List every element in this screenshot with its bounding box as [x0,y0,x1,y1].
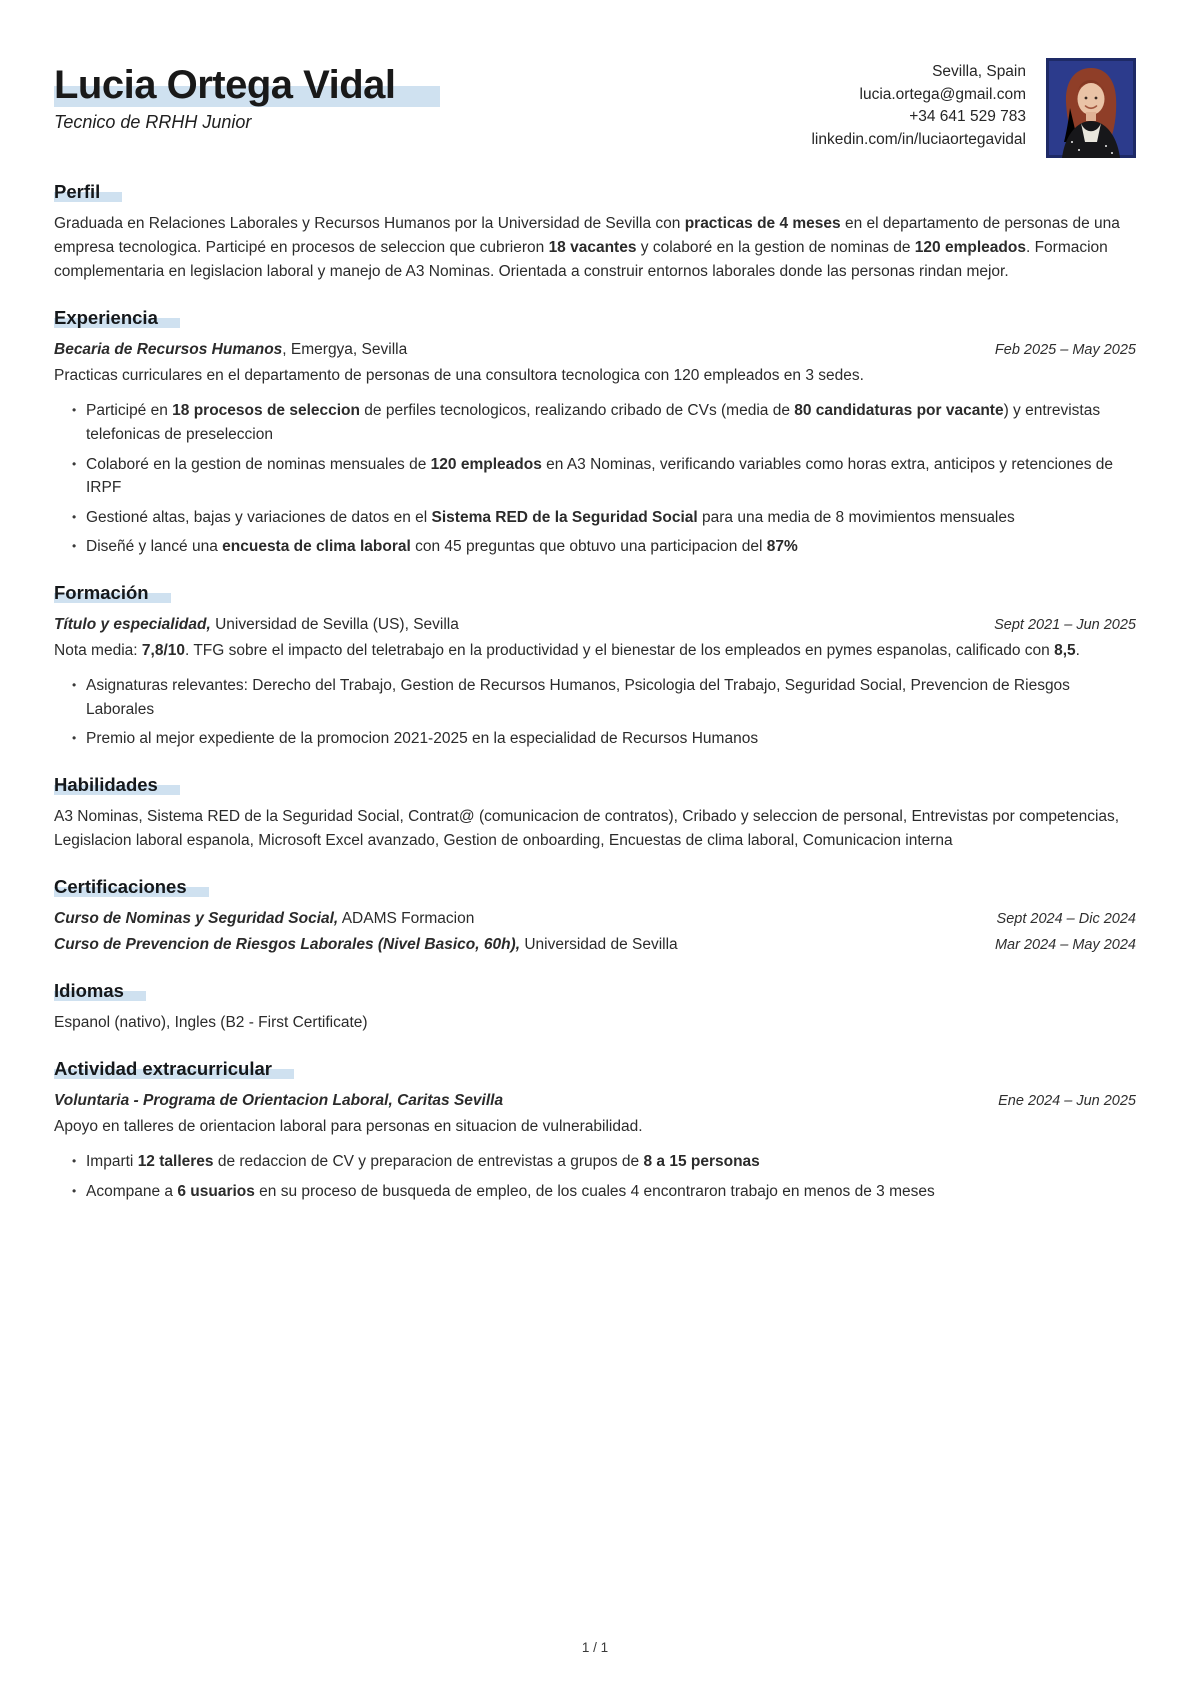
education-entry-title [54,613,459,637]
activity-bullet: Acompane a 6 usuarios en su proceso de busqueda de empleo, de los cuales 4 encontraron trabajo en menos de 3 meses [86,1183,935,1200]
page-number: 1 / 1 [581,1640,609,1655]
section-heading [54,980,1136,1002]
list-item [72,727,1136,751]
education-bullet: Premio al mejor expediente de la promocion 2021-2025 en la especialidad de Recursos Humanos [86,730,759,748]
page-title [54,64,811,107]
experience-bullet: Participé en 18 procesos de seleccion de perfiles tecnologicos, realizando cribado de CVs (media de 80 candidaturas por vacante) y entrevistas telefonicas de preseleccion [86,402,1101,443]
contact-block [811,58,1026,151]
candidate-name: Lucia Ortega Vidal [54,63,440,107]
list-item [72,1180,1136,1204]
activity-role: Voluntaria - Programa de Orientacion Laboral, Caritas Sevilla [54,1092,504,1110]
contact-phone: +34 641 529 783 [909,108,1026,125]
experience-company: , Emergya, Sevilla [282,341,408,359]
section-certificaciones [54,876,1136,957]
section-heading [54,307,1136,329]
section-title-idiomas: Idiomas [54,980,146,1001]
experience-role: Becaria de Recursos Humanos [54,341,283,359]
languages-paragraph: Espanol (nativo), Ingles (B2 - First Certificate) [54,1014,368,1032]
education-school: Universidad de Sevilla (US), Sevilla [210,615,459,633]
list-item [72,1150,1136,1174]
activity-entry-title [54,1089,503,1113]
certification-row [54,933,1136,957]
education-bullet: Asignaturas relevantes: Derecho del Trabajo, Gestion de Recursos Humanos, Psicologia del Trabajo, Seguridad Social, Prevencion de Riesgos Laborales [86,676,1070,718]
education-dates: Sept 2021 – Jun 2025 [994,616,1136,633]
section-title-actividad: Actividad extracurricular [54,1058,294,1079]
section-heading [54,181,1136,203]
section-formacion [54,582,1136,751]
header-identity [54,58,811,133]
experience-dates: Feb 2025 – May 2025 [994,342,1136,359]
certification-dates: Mar 2024 – May 2024 [994,937,1136,954]
profile-photo-illustration [1046,58,1136,158]
list-item [72,674,1136,721]
education-summary: Nota media: 7,8/10. TFG sobre el impacto del teletrabajo en la productividad y el bienestar de los empleados en pymes espanolas, calificado con 8,5. [54,641,1080,659]
certification-title [54,907,474,931]
experience-entry-title [54,338,407,362]
section-title-habilidades: Habilidades [54,774,180,795]
perfil-paragraph: Graduada en Relaciones Laborales y Recursos Humanos por la Universidad de Sevilla con practicas de 4 meses en el departamento de personas de una empresa tecnologica. Participé en procesos de seleccion que cubrieron 18 vacantes y colaboré en la gestion de nominas de 120 empleados. Formacion complementaria en legislacion laboral y manejo de A3 Nominas. Orientada a construir entornos laborales donde las personas rindan mejor. [54,215,1120,281]
section-title-experiencia: Experiencia [54,307,180,328]
activity-entry-header [54,1089,1136,1113]
section-heading [54,876,1136,898]
contact-email: lucia.ortega@gmail.com [859,85,1026,103]
job-title-tagline: Tecnico de RRHH Junior [54,112,252,133]
section-title-certificaciones: Certificaciones [54,876,209,897]
certification-title [54,933,678,957]
list-item [72,506,1136,530]
section-title-perfil: Perfil [54,181,122,202]
activity-dates: Ene 2024 – Jun 2025 [998,1093,1136,1110]
list-item [72,453,1136,500]
experience-summary: Practicas curriculares en el departamento de personas de una consultora tecnologica con 120 empleados en 3 sedes. [54,367,864,385]
experience-entry-header [54,338,1136,362]
certification-issuer: ADAMS Formacion [338,910,475,927]
certification-name: Curso de Prevencion de Riesgos Laborales (Nivel Basico, 60h), [54,936,521,954]
section-perfil [54,181,1136,284]
education-degree: Título y especialidad, [54,615,211,633]
section-heading [54,1058,1136,1080]
profile-photo [1046,58,1136,158]
list-item [72,535,1136,559]
education-bullet-list [54,674,1136,751]
experience-bullet: Diseñé y lancé una encuesta de clima laboral con 45 preguntas que obtuvo una participacion del 87% [86,538,798,556]
section-heading [54,774,1136,796]
experience-bullet: Gestioné altas, bajas y variaciones de datos en el Sistema RED de la Seguridad Social para una media de 8 movimientos mensuales [86,508,1015,526]
certification-dates: Sept 2024 – Dic 2024 [996,911,1136,927]
certification-name: Curso de Nominas y Seguridad Social, [54,910,339,927]
section-title-formacion: Formación [54,582,171,603]
contact-linkedin: linkedin.com/in/luciaortegavidal [811,130,1026,148]
section-habilidades [54,774,1136,853]
certification-row [54,907,1136,931]
list-item [72,399,1136,446]
contact-location: Sevilla, Spain [932,63,1026,80]
section-idiomas [54,980,1136,1035]
header [54,58,1136,158]
section-experiencia [54,307,1136,559]
certification-issuer: Universidad de Sevilla [520,936,678,954]
experience-bullet-list [54,399,1136,558]
section-heading [54,582,1136,604]
education-entry-header [54,613,1136,637]
skills-paragraph: A3 Nominas, Sistema RED de la Seguridad Social, Contrat@ (comunicacion de contratos), Cribado y seleccion de personal, Entrevistas por competencias, Legislacion laboral espanola, Microsoft Excel avanzado, Gestion de onboarding, Encuestas de clima laboral, Comunicacion interna [54,807,1120,849]
activity-bullet: Imparti 12 talleres de redaccion de CV y preparacion de entrevistas a grupos de 8 a 15 personas [86,1153,760,1171]
section-actividad [54,1058,1136,1203]
activity-bullet-list [54,1150,1136,1203]
activity-summary: Apoyo en talleres de orientacion laboral para personas en situacion de vulnerabilidad. [54,1118,643,1136]
experience-bullet: Colaboré en la gestion de nominas mensuales de 120 empleados en A3 Nominas, verificando variables como horas extra, anticipos y retenciones de IRPF [86,455,1114,497]
